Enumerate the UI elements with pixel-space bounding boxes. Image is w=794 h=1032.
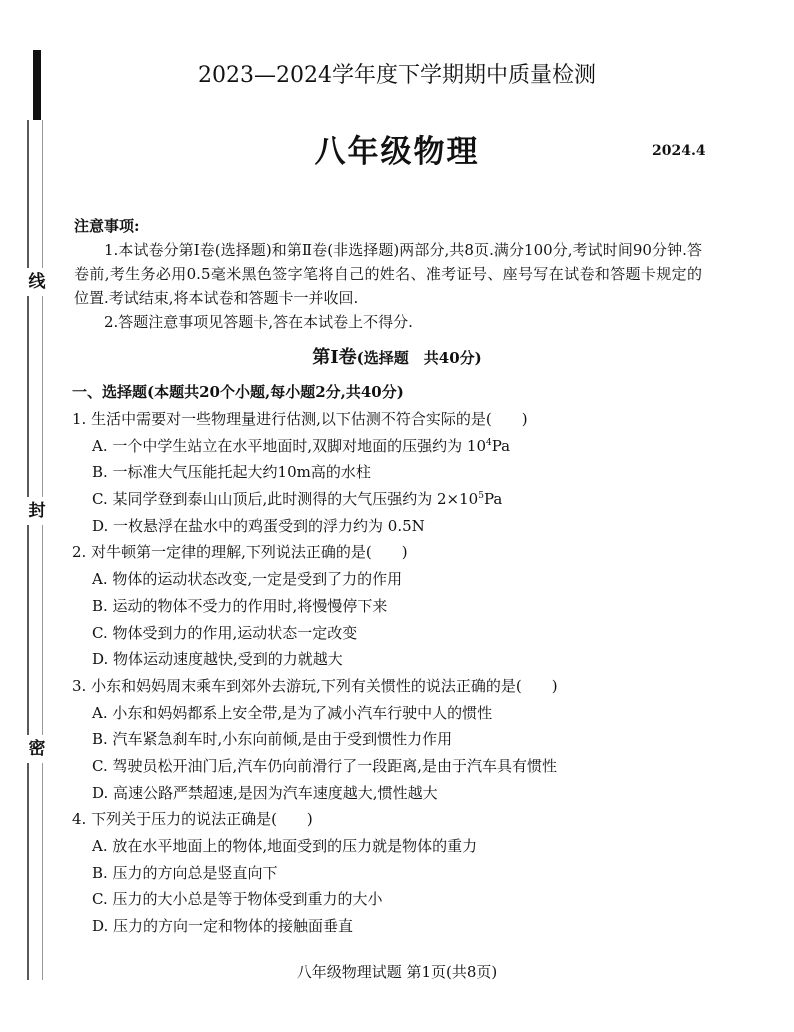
question-option: D. 压力的方向一定和物体的接触面垂直 (92, 917, 354, 936)
question-stem: 3. 小东和妈妈周末乘车到郊外去游玩,下列有关惯性的说法正确的是( ) (72, 676, 558, 695)
question-list (72, 406, 722, 940)
question-option: C. 物体受到力的作用,运动状态一定改变 (92, 623, 358, 642)
section-title (0, 343, 794, 369)
question-option: B. 汽车紧急刹车时,小东向前倾,是由于受到惯性力作用 (92, 730, 453, 749)
question-stem: 2. 对牛顿第一定律的理解,下列说法正确的是( ) (72, 543, 408, 562)
question-option: D. 高速公路严禁超速,是因为汽车速度越大,惯性越大 (92, 783, 438, 802)
page-footer: 八年级物理试题 第1页(共8页) (296, 963, 498, 981)
binding-line (27, 120, 29, 980)
binding-char-mi: 密 (26, 735, 48, 763)
binding-char-xian: 线 (26, 268, 48, 296)
question-option: A. 物体的运动状态改变,一定是受到了力的作用 (92, 570, 403, 589)
binding-char-feng: 封 (26, 497, 48, 525)
question-option: D. 物体运动速度越快,受到的力就越大 (92, 650, 343, 669)
notes-item-1: 1.本试卷分第Ⅰ卷(选择题)和第Ⅱ卷(非选择题)两部分,共8页.满分100分,考试时间90分钟.答卷前,考生务必用0.5毫米黑色签字笔将自己的姓名、准考证号、座号写在试卷和答题卡规定的位置.考试结束,将本试卷和答题卡一并收回. (74, 241, 702, 307)
exam-date: 2024.4 (652, 143, 706, 159)
question-option: D. 一枚悬浮在盐水中的鸡蛋受到的浮力约为 0.5N (92, 516, 425, 535)
section-title-sub: (选择题 共40分) (356, 349, 482, 367)
question-option: A. 一个中学生站立在水平地面时,双脚对地面的压强约为 $10^4Pa$ (92, 436, 511, 455)
question-4 (72, 806, 722, 939)
question-option: C. 压力的大小总是等于物体受到重力的大小 (92, 890, 383, 909)
question-2 (72, 539, 722, 672)
binding-line-inner (42, 120, 43, 980)
question-option: A. 放在水平地面上的物体,地面受到的压力就是物体的重力 (92, 837, 478, 855)
question-option: B. 压力的方向总是竖直向下 (92, 863, 278, 882)
notes-block (74, 214, 702, 334)
subject-title: 八年级物理 (314, 134, 480, 170)
question-stem: 4. 下列关于压力的说法正确是( ) (72, 810, 313, 829)
question-option: B. 运动的物体不受力的作用时,将慢慢停下来 (92, 596, 388, 615)
exam-title: 2023—2024学年度下学期期中质量检测 (198, 63, 596, 88)
question-stem: 1. 生活中需要对一些物理量进行估测,以下估测不符合实际的是( ) (72, 410, 528, 428)
question-3 (72, 673, 722, 806)
section-title-main: 第Ⅰ卷 (312, 347, 357, 368)
notes-title: 注意事项: (74, 217, 140, 235)
question-option: C. 驾驶员松开油门后,汽车仍向前滑行了一段距离,是由于汽车具有惯性 (92, 756, 558, 775)
question-option: C. 某同学登到泰山山顶后,此时测得的大气压强约为 $2\times 10^5Pa$ (92, 490, 503, 509)
notes-item-2: 2.答题注意事项见答题卡,答在本试卷上不得分. (104, 313, 413, 331)
question-option: A. 小东和妈妈都系上安全带,是为了减小汽车行驶中人的惯性 (92, 703, 493, 722)
question-option: B. 一标准大气压能托起大约10m高的水柱 (92, 463, 371, 482)
part-heading: 一、选择题(本题共20个小题,每小题2分,共40分) (72, 383, 404, 401)
question-1 (72, 406, 722, 539)
